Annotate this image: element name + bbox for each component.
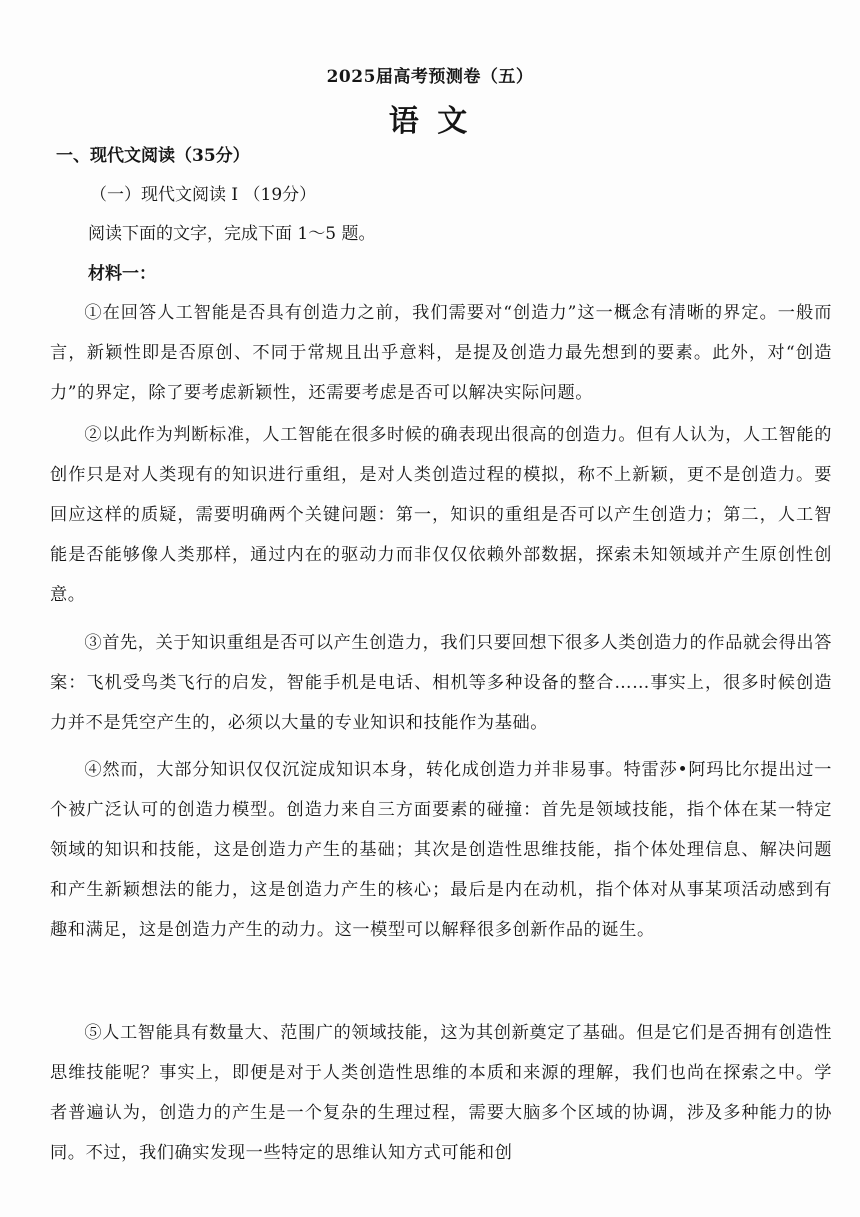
paragraph-1: ①在回答人工智能是否具有创造力之前，我们需要对“创造力”这一概念有清晰的界定。一般而言，新颖性即是否原创、不同于常规且出乎意料，是提及创造力最先想到的要素。此外，对“创造力”的界定，除了要考虑新颖性，还需要考虑是否可以解决实际问题。 — [50, 303, 832, 403]
paragraph-4: ④然而，大部分知识仅仅沉淀成知识本身，转化成创造力并非易事。特雷莎•阿玛比尔提出过一个被广泛认可的创造力模型。创造力来自三方面要素的碰撞：首先是领域技能，指个体在某一特定领域的知识和技能，这是创造力产生的基础；其次是创造性思维技能，指个体处理信息、解决问题和产生新颖想法的能力，这是创造力产生的核心；最后是内在动机，指个体对从事某项活动感到有趣和满足，这是创造力产生的动力。这一模型可以解释很多创新作品的诞生。 — [50, 760, 832, 940]
reading-instruction: 阅读下面的文字，完成下面 1～5 题。 — [88, 224, 376, 244]
material-label: 材料一： — [88, 264, 156, 284]
paragraph-2: ②以此作为判断标准，人工智能在很多时候的确表现出很高的创造力。但有人认为，人工智能的创作只是对人类现有的知识进行重组，是对人类创造过程的模拟，称不上新颖，更不是创造力。要回应这样的质疑，需要明确两个关键问题：第一，知识的重组是否可以产生创造力；第二，人工智能是否能够像人类那样，通过内在的驱动力而非仅仅依赖外部数据，探索未知领域并产生原创性创意。 — [50, 425, 832, 605]
section-heading: 一、现代文阅读（35分） — [56, 146, 250, 166]
exam-title: 2025届高考预测卷（五） — [326, 67, 534, 87]
subject-title: 语 文 — [388, 104, 472, 139]
paragraph-3: ③首先，关于知识重组是否可以产生创造力，我们只要回想下很多人类创造力的作品就会得出答案：飞机受鸟类飞行的启发，智能手机是电话、相机等多种设备的整合……事实上，很多时候创造力并不是凭空产生的，必须以大量的专业知识和技能作为基础。 — [50, 633, 832, 733]
subsection-heading: （一）现代文阅读 I （19分） — [90, 185, 317, 205]
paragraph-5: ⑤人工智能具有数量大、范围广的领域技能，这为其创新奠定了基础。但是它们是否拥有创造性思维技能呢？事实上，即便是对于人类创造性思维的本质和来源的理解，我们也尚在探索之中。学者普遍认为，创造力的产生是一个复杂的生理过程，需要大脑多个区域的协调，涉及多种能力的协同。不过，我们确实发现一些特定的思维认知方式可能和创 — [50, 1023, 832, 1163]
